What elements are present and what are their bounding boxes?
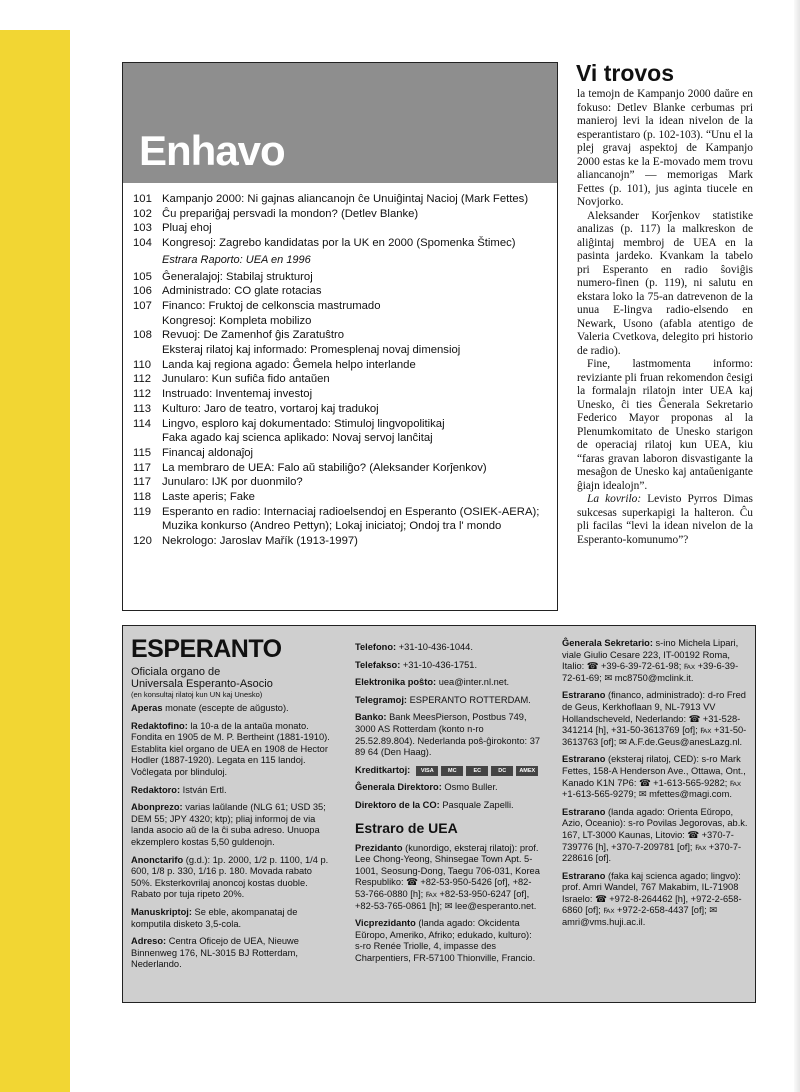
estraro-members: [562, 638, 750, 929]
brand-note: (en konsultaj rilatoj kun UN kaj Unesko): [131, 690, 263, 699]
entry-text: (landa agado: Orienta Eŭropo, Azio, Oceanio): s-ro Povilas Jegorovas, ab.k. 167, LT-3000 Kaunas, Litovio: ☎ +370-7-739776 [h], +370-7-209781 [of]; ℻ +370-7-228616 [of].: [562, 806, 748, 864]
brand-subtitle: Universala Esperanto-Asocio: [131, 678, 273, 690]
entry-text: uea@inter.nl.net.: [436, 677, 510, 688]
entry-label: Redaktofino:: [131, 720, 188, 731]
entry-label: Estrarano: [562, 690, 606, 701]
contents-header: [123, 63, 557, 183]
entry-title: Pluaj ehoj: [162, 222, 212, 235]
contents-entry: [133, 314, 553, 329]
masthead-entry: [355, 712, 541, 758]
entry-title: Administrado: CO glate rotacias: [162, 285, 322, 298]
cover-label: La kovrilo:: [587, 493, 642, 505]
entry-label: Ĝenerala Sekretario:: [562, 638, 653, 648]
brand-subtitle: Oficiala organo de: [131, 666, 221, 678]
entry-label: Direktoro de la CO:: [355, 799, 440, 810]
credit-card-logo-icon: DC: [491, 766, 513, 776]
masthead-entry: [355, 695, 541, 707]
contents-entry: [133, 534, 553, 549]
page-number: 119: [133, 505, 152, 518]
credit-card-logo-icon: MC: [441, 766, 463, 776]
masthead-entry: [131, 802, 331, 848]
entry-label: Kreditkartoj:: [355, 764, 411, 775]
entry-label: Vicprezidanto: [355, 918, 416, 929]
credit-card-logo-icon: AMEX: [516, 766, 538, 776]
entry-text: s-ino Michela Lipari, viale Giulio Cesare 223, IT-00192 Roma, Italio: ☎ +39-6-39-72-61-98; ℻ +39-6-39-72-61-69; ✉ mc8750@mclink.it.: [562, 638, 739, 683]
contents-entry: [133, 343, 553, 358]
entry-title: Junularo: IJK por duonmilo?: [162, 476, 303, 489]
masthead-entry: [355, 642, 541, 654]
contents-title: Enhavo: [139, 127, 285, 174]
estraro-details: [355, 843, 541, 965]
masthead-entry: [355, 918, 541, 964]
page-number: 103: [133, 222, 152, 235]
contents-entry: [133, 207, 553, 222]
contents-box: [122, 62, 558, 611]
page-number: 105: [133, 270, 152, 283]
contents-entry: [133, 387, 553, 402]
entry-label: Telegramoj:: [355, 694, 408, 705]
contents-entry: [133, 284, 553, 299]
credit-card-logo-icon: VISA: [416, 766, 438, 776]
contents-entry: [133, 475, 553, 490]
contents-entry: [133, 192, 553, 207]
entry-title: Ĉu prepariĝaj persvadi la mondon? (Detlev Blanke): [162, 207, 419, 220]
page-number: 101: [133, 193, 152, 205]
vi-trovos-title: Vi trovos: [576, 60, 674, 86]
page-number: 117: [133, 461, 152, 474]
entry-title: Revuoj: De Zamenhof ĝis Zaratuŝtro: [162, 329, 345, 342]
page-number: [133, 314, 162, 329]
entry-label: Manuskriptoj:: [131, 906, 192, 917]
masthead-entry: [355, 782, 541, 794]
entry-title: Instruado: Inventemaj investoj: [162, 388, 313, 401]
page-number: 102: [133, 207, 152, 220]
entry-label: Estrarano: [562, 870, 606, 881]
entry-text: Osmo Buller.: [441, 782, 498, 793]
masthead-column-3: [562, 638, 750, 935]
masthead-entry: [131, 721, 331, 779]
masthead-entry: [131, 703, 331, 715]
page-number: [133, 431, 162, 446]
entry-label: Banko:: [355, 712, 387, 723]
entry-text: (eksteraj rilatoj, CED): s-ro Mark Fettes, 158-A Henderson Ave., Ottawa, Ont., Kanado K1N 7P6: ☎ +1-613-565-9282; ℻ +1-613-565-9279; ✉ mfettes@magi.com.: [562, 754, 746, 800]
entry-title: Esperanto en radio: Internaciaj radioelsendoj en Esperanto (OSIEK-AERA); Muzika konkurso (Andreo Pettyn); Lokaj iniciatoj; Ondoj tra l' mondo: [162, 505, 540, 533]
masthead-details: [131, 703, 331, 971]
contents-list: [123, 183, 557, 549]
masthead-entry: [562, 690, 750, 748]
estraro-heading: Estraro de UEA: [355, 819, 458, 836]
page-number: 104: [133, 237, 152, 250]
vi-trovos-paragraph: Fine, lastmomenta informo: reviziante pli fruan rekomendon ĉesigi la formalajn rilatojn inter UEA kaj Unesko, ĉi ties Ĝenerala Sekretario Federico Mayor proponas al la Plenumkomitato de Unesko starigon de operaciaj rilatoj kun UEA, kiu “faras gravan laboron disvastigante la mesaĝon de Unesko kaj antaŭenigante ĝiajn idealojn”.: [577, 358, 753, 492]
entry-text: Bank MeesPierson, Postbus 749, 3000 AS Rotterdam (konto n-ro 25.52.89.804). Nederlanda poŝ-ĝirokonto: 37 89 64 (Den Haag).: [355, 712, 541, 758]
contact-details: [355, 642, 541, 812]
contents-entry: [133, 431, 553, 446]
masthead-entry: [355, 660, 541, 672]
page-number: 113: [133, 402, 152, 415]
vi-trovos-cover-note: [577, 493, 753, 547]
page-number: 107: [133, 299, 152, 312]
contents-entry: [133, 328, 553, 343]
masthead-entry: [562, 871, 750, 929]
entry-text: +31-10-436-1751.: [400, 659, 478, 670]
entry-title: Junularo: Kun sufiĉa fido antaŭen: [162, 373, 330, 386]
masthead-entry: [355, 677, 541, 689]
entry-label: Adreso:: [131, 936, 167, 947]
entry-text: (landa agado: Okcidenta Eŭropo, Ameriko, Afriko; edukado, kulturo): s-ro Renée Triolle, 4, impasse des Charpentiers, FR-57100 Thionville, Francio.: [355, 918, 536, 963]
entry-title: Kongresoj: Zagrebo kandidatas por la UK en 2000 (Spomenka Štimec): [162, 237, 516, 250]
entry-text: (financo, administrado): d-ro Fred de Geus, Kerkhoflaan 9, NL-7913 VV Hollandscheveld, Nederlando: ☎ +31-528-341214 [h], +31-50-3613769 [of]; ℻ +31-50-3613763 [of]; ✉ A.F.de.Geus@anesLazg.nl.: [562, 690, 747, 747]
page-number: 112: [133, 388, 152, 401]
contents-section-label: Estrara Raporto: UEA en 1996: [162, 253, 311, 266]
masthead-entry: [131, 907, 331, 930]
entry-title: Kampanjo 2000: Ni gajnas aliancanojn ĉe Unuiĝintaj Nacioj (Mark Fettes): [162, 193, 529, 205]
entry-label: Telefakso:: [355, 659, 401, 670]
vi-trovos-body: [577, 88, 753, 547]
entry-title: Laste aperis; Fake: [162, 491, 255, 504]
entry-text: (kunordigo, eksteraj rilatoj): prof. Lee Chong-Yeong, Shinsegae Town Apt. 5-1001, Seosung-Dong, Taegu 706-031, Korea Respubliko: ☎ +82-53-950-5426 [of], +82-53-766-0880 [h]; ℻ +82-53-950-6247 [of], +82-53-765-0861 [h]; ✉ lee@esperanto.net.: [355, 842, 540, 911]
page-number: 117: [133, 476, 152, 489]
magazine-brand: ESPERANTO: [131, 635, 282, 663]
masthead-column-2: [355, 642, 541, 970]
contents-entry: [133, 402, 553, 417]
entry-text: István Ertl.: [180, 784, 227, 795]
entry-title: Kongresoj: Kompleta mobilizo: [162, 314, 312, 327]
page-number: [133, 343, 162, 358]
contents-entry: [133, 236, 553, 251]
page-number: 115: [133, 446, 152, 459]
masthead-entry: [131, 785, 331, 797]
masthead-column-1: [131, 636, 331, 977]
entry-label: Ĝenerala Direktoro:: [355, 782, 442, 793]
yellow-margin-bar: [0, 30, 70, 1092]
entry-title: Nekrologo: Jaroslav Mařík (1913-1997): [162, 535, 358, 548]
entry-text: Centra Oficejo de UEA, Nieuwe Binnenweg 176, NL-3015 BJ Rotterdam, Nederlando.: [131, 936, 299, 970]
masthead-box: [122, 625, 756, 1003]
entry-label: Anonctarifo: [131, 854, 184, 865]
entry-text: +31-10-436-1044.: [396, 642, 473, 652]
page-number: 108: [133, 329, 152, 342]
contents-part-2: [133, 270, 553, 549]
contents-entry: [133, 461, 553, 476]
page-number: 106: [133, 285, 152, 298]
entry-title: Eksteraj rilatoj kaj informado: Promesplenaj novaj dimensioj: [162, 344, 461, 357]
entry-text: varias laŭlande (NLG 61; USD 35; DEM 55; JPY 4320; ktp); pliaj informoj de via landa asocio aŭ de la ĉi suba adreso. Unuopa ekzemplero kostas 5,50 guldenojn.: [131, 802, 326, 847]
entry-text: (faka kaj scienca agado; lingvo): prof. Amri Wandel, 767 Makabim, IL-71908 Israelo: ☎ +972-8-264462 [h], +972-2-658-6860 [of]; ℻ +972-2-658-4437 [of]; ✉ amri@vms.huji.ac.il.: [562, 870, 742, 928]
entry-text: monate (escepte de aŭgusto).: [162, 703, 289, 713]
contents-entry: [133, 299, 553, 314]
cover-text: Levisto Pyrros Dimas sukcesas superkapigi la halteron. Ĉu pli facilas “levi la idean nivelon de la Esperanto-komunumo”?: [577, 493, 753, 546]
contents-entry: [133, 446, 553, 461]
entry-text: la 10-a de la antaŭa monato. Fondita en 1905 de M. P. Bertheint (1881-1910). Establita kiel organo de UEA en 1908 de Hector Hodler (1887-1920). Legata en 115 landoj. Voĉlegata por blinduloj.: [131, 720, 330, 777]
entry-label: Estrarano: [562, 806, 606, 817]
contents-part-1: [133, 192, 553, 251]
masthead-entry: [131, 936, 331, 971]
entry-title: Ĝeneralajoj: Stabilaj strukturoj: [162, 270, 313, 283]
contents-entry: [133, 358, 553, 373]
page-number: 118: [133, 491, 152, 504]
contents-entry: [133, 270, 553, 285]
entry-title: La membraro de UEA: Falo aŭ stabiliĝo? (Aleksander Korĵenkov): [162, 461, 487, 474]
page-number: 120: [133, 535, 152, 548]
entry-title: Financo: Fruktoj de celkonscia mastrumado: [162, 299, 381, 312]
entry-title: Faka agado kaj scienca aplikado: Novaj servoj lanĉitaj: [162, 432, 433, 445]
contents-entry: [133, 417, 553, 432]
entry-label: Abonprezo:: [131, 802, 183, 813]
masthead-entry: [131, 855, 331, 901]
entry-label: Prezidanto: [355, 842, 403, 853]
entry-text: Se eble, akompanataj de komputila disketo 3,5-cola.: [131, 906, 298, 929]
masthead-entry: [562, 754, 750, 800]
page-number: 114: [133, 417, 152, 430]
entry-title: Financaj aldonaĵoj: [162, 446, 254, 459]
entry-label: Telefono:: [355, 642, 397, 652]
entry-label: Aperas: [131, 703, 163, 713]
masthead-entry: [355, 800, 541, 812]
contents-entry: [133, 221, 553, 236]
page-number: 112: [133, 373, 152, 386]
masthead-entry: [355, 843, 541, 913]
entry-text: (g.d.): 1p. 2000, 1/2 p. 1100, 1/4 p. 600, 1/8 p. 330, 1/16 p. 180. Movada rabato 50%. Eksterkovrilaj anoncoj kostas duoble. Rabato por tuja ripeto 20%.: [131, 854, 329, 900]
entry-title: Lingvo, esploro kaj dokumentado: Stimuloj lingvopolitikaj: [162, 417, 445, 430]
vi-trovos-paragraph: la temojn de Kampanjo 2000 daŭre en fokuso: Detlev Blanke cerbumas pri manieroj levi la idean nivelon de la esperantistaro (p. 102-103). “Unu el la plej gravaj aspektoj de Kampanjo 2000 estas ke la E-movado mem trovu aliancanojn” — memorigas Mark Fettes (p. 101), jus aginta tiucele en Novjorko.: [577, 88, 753, 208]
entry-label: Elektronika poŝto:: [355, 677, 437, 688]
entry-title: Landa kaj regiona agado: Ĝemela helpo interlande: [162, 358, 416, 371]
masthead-entry: [562, 807, 750, 865]
page-number: 110: [133, 358, 152, 371]
entry-text: ESPERANTO ROTTERDAM.: [407, 694, 531, 705]
entry-title: Kulturo: Jaro de teatro, vortaroj kaj tradukoj: [162, 402, 379, 415]
credit-card-logo-icon: EC: [466, 766, 488, 776]
contents-entry: [133, 505, 553, 534]
contents-entry: [133, 372, 553, 387]
contents-entry: [133, 490, 553, 505]
page-edge-shadow: [794, 0, 800, 1092]
vi-trovos-paragraph: Aleksander Korĵenkov statistike analizas (p. 117) la malkreskon de aliĝintaj membroj de UEA en la pasinta jardeko. Kvankam la tabelo pri Esperanto en radio ŝoviĝis numero-finen (p. 119), ni salutu en ekstara loko la 75-an datrevenon de la unua E-lingva radio-elsendo en Newark, Usono (afabla atentigo de Valeria Cvetkova, delegito pri historio de radio).: [577, 209, 753, 357]
magazine-page: [70, 0, 800, 1092]
masthead-entry: [355, 765, 541, 777]
entry-text: Pasquale Zapelli.: [439, 799, 514, 810]
entry-label: Estrarano: [562, 754, 606, 765]
masthead-entry: [562, 638, 750, 684]
entry-label: Redaktoro:: [131, 784, 181, 795]
